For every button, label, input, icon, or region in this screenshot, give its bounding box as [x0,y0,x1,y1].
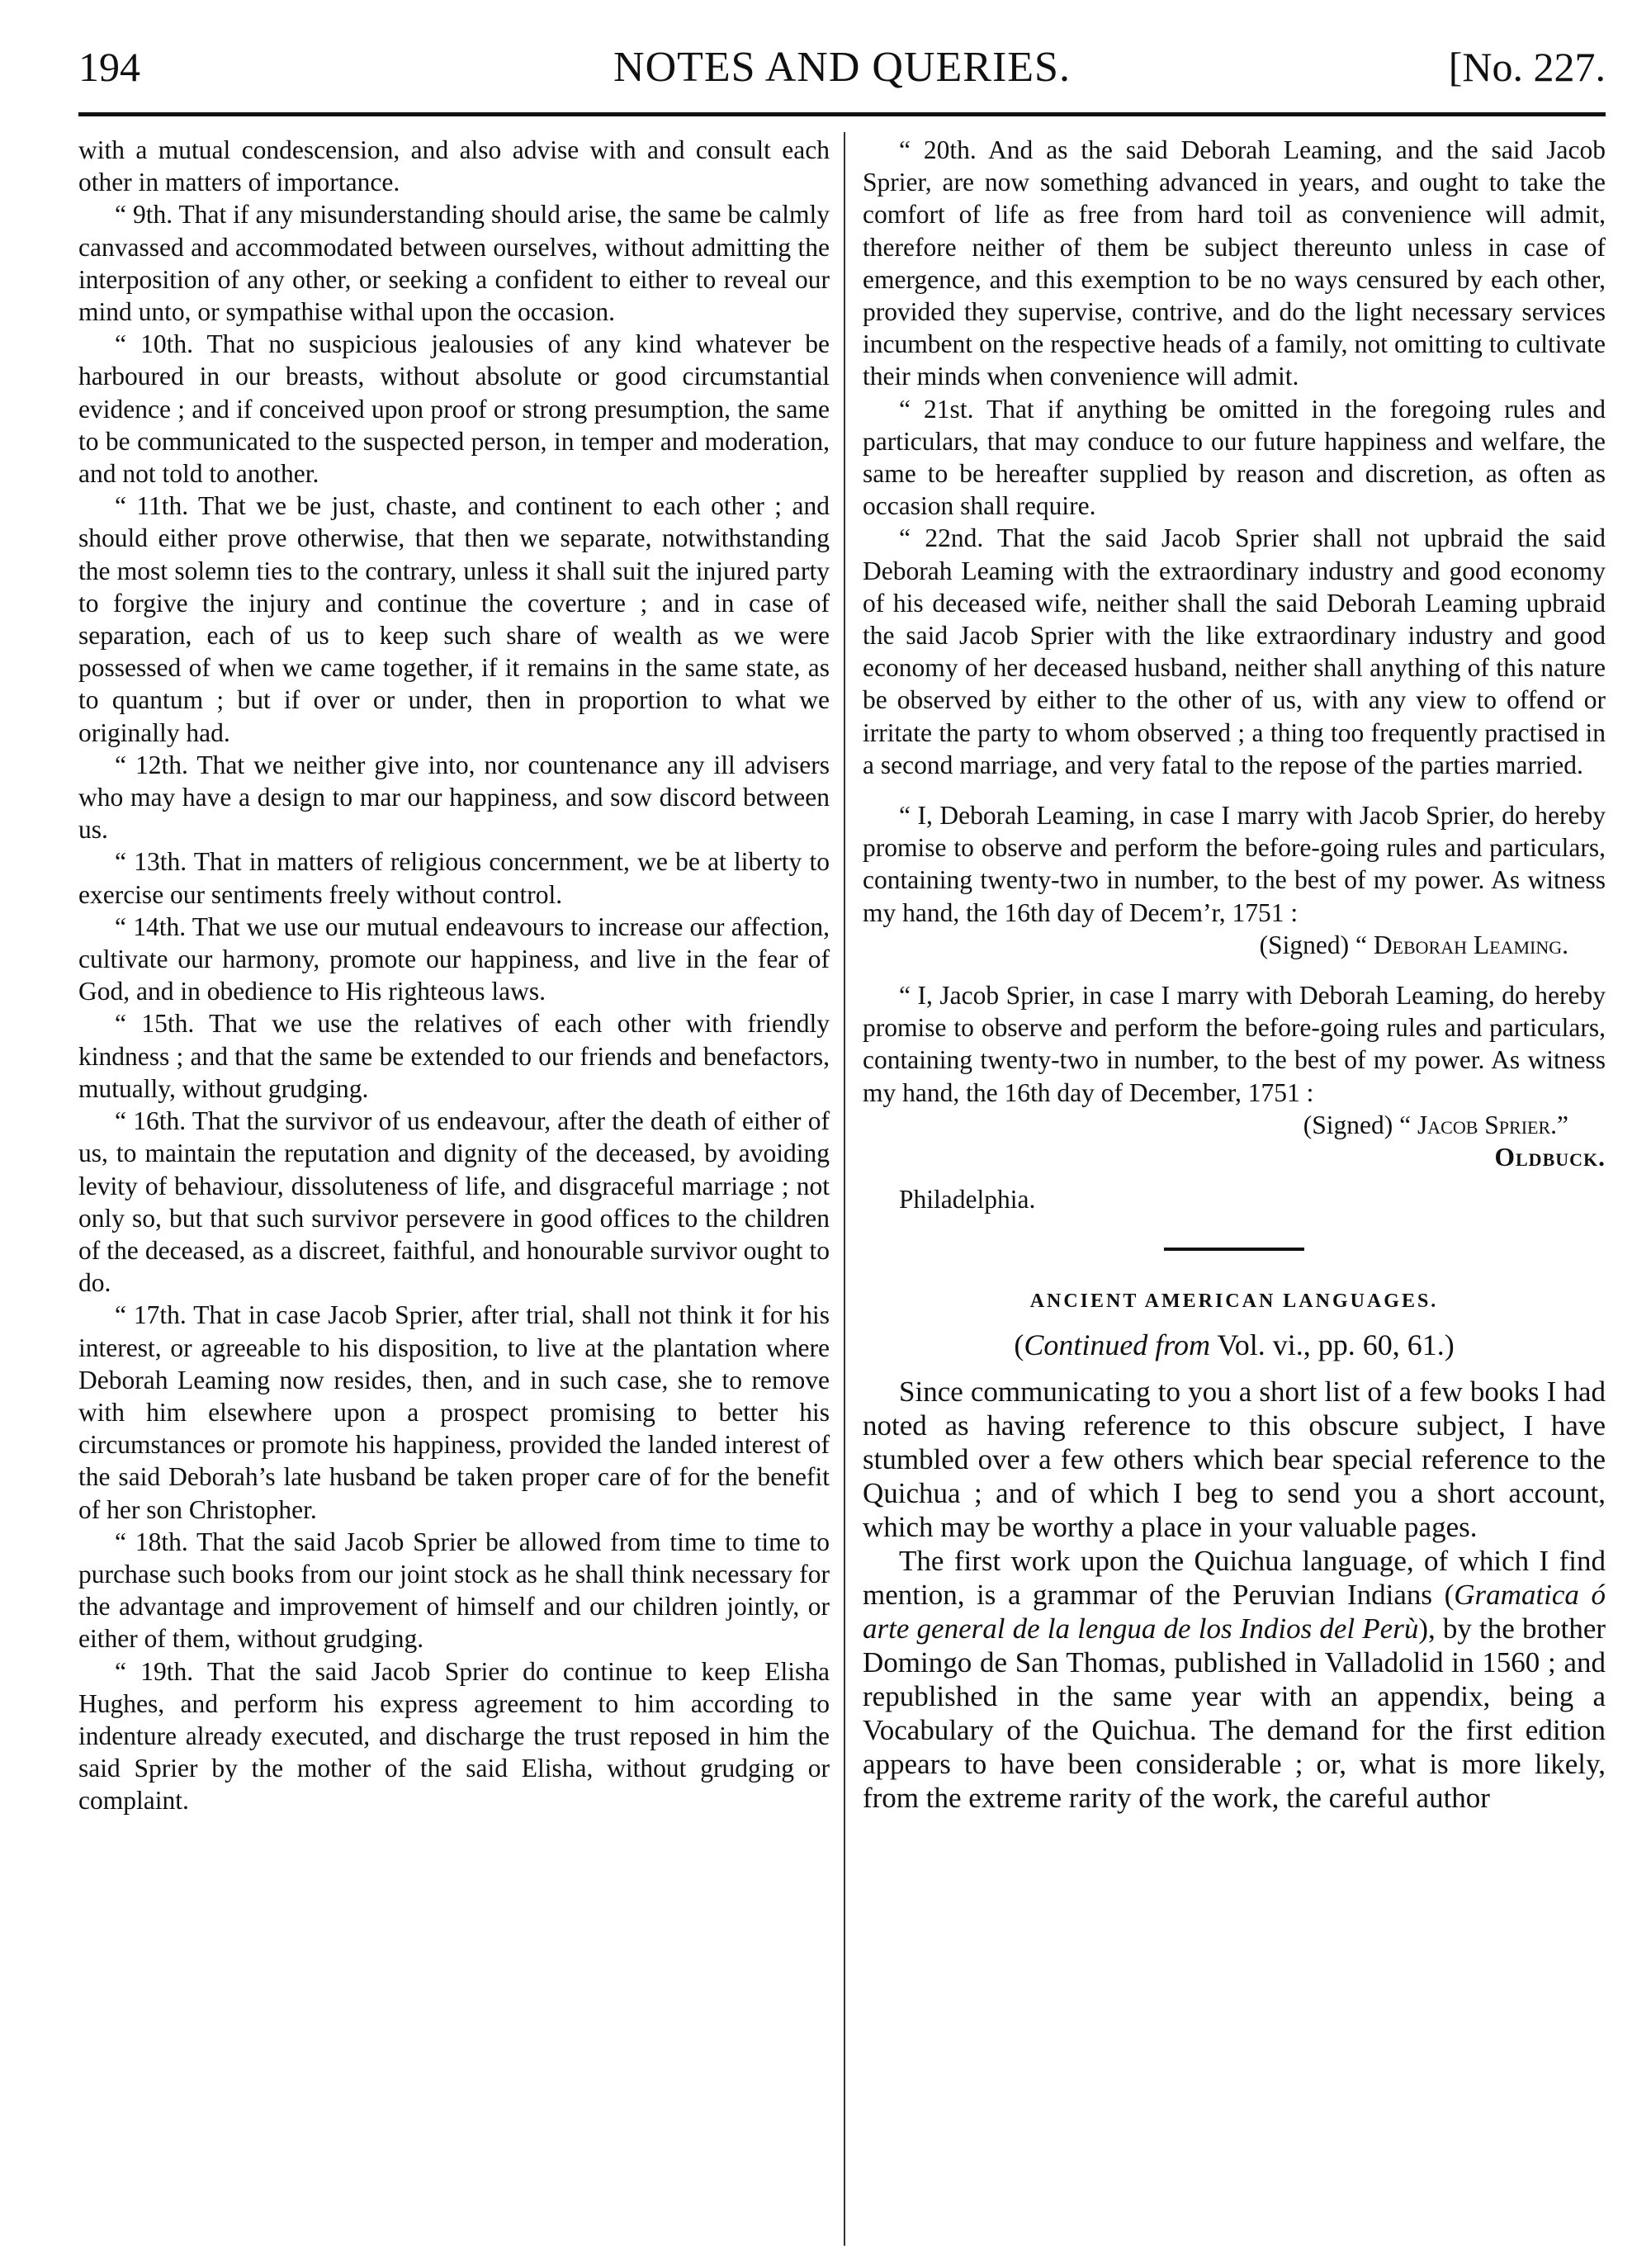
header-rule [78,112,1606,116]
journal-title: NOTES AND QUERIES. [613,44,1071,91]
article-subheading [863,1329,1606,1361]
column-divider [844,132,845,2246]
article-heading: ANCIENT AMERICAN LANGUAGES. [1029,1290,1439,1312]
rule-16: “ 16th. That the survivor of us endeavour, after the death of either of us, to maintain the reputation and dignity of the deceased, by avoiding levity of behaviour, dissoluteness of life, and disgraceful marriage ; not only so, but that such survivor persevere in good offices to the children of the deceased, as a discreet, faithful, and honourable survivor ought to do. [78,1106,830,1298]
signed-prefix: (Signed) “ [1259,930,1374,959]
paren: ( [1014,1328,1024,1361]
rule-18: “ 18th. That the said Jacob Sprier be allowed from time to time to purchase such books from our joint stock as he shall think necessary for the advantage and improvement of himself and our children jointly, or either of them, without grudging. [78,1527,830,1654]
article-paragraph-1: Since communicating to you a short list of a few books I had noted as having reference to this obscure subject, I have stumbled over a few others which bear special reference to the Quichua ; and of which I beg to send you a short account, which may be worthy a place in your valuable pages. [863,1375,1606,1543]
place-name: Philadelphia. [899,1185,1036,1214]
signature-jacob [863,1109,1568,1141]
rule-14: “ 14th. That we use our mutual endeavours to increase our affection, cultivate our harmony, promote our happiness, and live in the fear of God, and in obedience to His righteous laws. [78,911,830,1006]
rule-9: “ 9th. That if any misunderstanding should arise, the same be calmly canvassed and accommodated between ourselves, without admitting the interposition of any other, or seeking a confident to either to reveal our mind unto, or sympathise withal upon the occasion. [78,200,830,327]
rule-21: “ 21st. That if anything be omitted in the foregoing rules and particulars, that may conduce to our future happiness and welfare, the same to be hereafter supplied by reason and discretion, as often as occasion shall require. [863,394,1606,521]
left-column [78,134,830,1817]
signed-name: Jacob Sprier.” [1417,1110,1568,1139]
rule-19: “ 19th. That the said Jacob Sprier do continue to keep Elisha Hughes, and perform his express agreement to him according to indenture already executed, and discharge the trust reposed in him the said Sprier by the mother of the said Elisha, without grudging or complaint. [78,1656,830,1816]
contributor-signature: Oldbuck. [1494,1143,1606,1172]
rule-10: “ 10th. That no suspicious jealousies of any kind whatever be harboured in our breasts, without absolute or good circumstantial evidence ; and if conceived upon proof or strong presumption, the same to be communicated to the suspected person, in temper and moderation, and not told to another. [78,329,830,489]
rule-20: “ 20th. And as the said Deborah Leaming, and the said Jacob Sprier, are now something advanced in years, and ought to take the comfort of life as free from hard toil as convenience will admit, therefore neither of them be subject thereunto unless in case of emergence, and this exemption to be no ways censured by each other, provided they supervise, contrive, and do the light necessary services incumbent on the respective heads of a family, not omitting to cultivate their minds when convenience will admit. [863,135,1606,391]
signed-prefix: (Signed) “ [1303,1110,1418,1139]
rule-22: “ 22nd. That the said Jacob Sprier shall not upbraid the said Deborah Leaming with the extraordinary industry and good economy of his deceased wife, neither shall the said Deborah Leaming upbraid the said Jacob Sprier with the like extraordinary industry and good economy of her deceased husband, neither shall anything of this nature be observed by either to the other of us, with any view to offend or irritate the party to whom observed ; a thing too frequently practised in a second marriage, and very fatal to the repose of the parties married. [863,523,1606,779]
rule-11: “ 11th. That we be just, chaste, and continent to each other ; and should either prove otherwise, that then we separate, notwithstanding the most solemn ties to the contrary, unless it shall suit the injured party to forgive the injury and continue the coverture ; and in case of separation, each of us to keep such share of wealth as we were possessed of when we came together, if it remains in the same state, as to quantum ; but if over or under, then in proportion to what we originally had. [78,491,830,747]
right-column [863,134,1606,1815]
paragraph-continuation: with a mutual condescension, and also advise with and consult each other in matters of importance. [78,135,830,197]
rule-13: “ 13th. That in matters of religious concernment, we be at liberty to exercise our sentiments freely without control. [78,847,830,909]
declaration-jacob: “ I, Jacob Sprier, in case I marry with Deborah Leaming, do hereby promise to observe and perform the before-going rules and particulars, containing twenty-two in number, to the best of my power. As witness my hand, the 16th day of December, 1751 : [863,981,1606,1107]
book-title: Gramatica ó arte general de la lengua de los Indios del Perù [863,1578,1606,1645]
issue-number: [No. 227. [1448,44,1606,90]
subheading-rest: Vol. vi., pp. 60, 61.) [1209,1328,1455,1361]
declaration-deborah: “ I, Deborah Leaming, in case I marry with Jacob Sprier, do hereby promise to observe and perform the before-going rules and particulars, containing twenty-two in number, to the best of my power. As witness my hand, the 16th day of Decem’r, 1751 : [863,801,1606,927]
rule-17: “ 17th. That in case Jacob Sprier, after trial, shall not think it for his interest, or agreeable to his disposition, to live at the plantation where Deborah Leaming now resides, then, and in such case, she to remove with him elsewhere upon a prospect promising to better his circumstances or promote his happiness, provided the landed interest of the said Deborah’s late husband be taken proper care of for the benefit of her son Christopher. [78,1300,830,1524]
page-number: 194 [78,44,140,90]
section-divider [1164,1248,1304,1251]
rule-15: “ 15th. That we use the relatives of each other with friendly kindness ; and that the same be extended to our friends and benefactors, mutually, without grudging. [78,1009,830,1103]
signature-deborah [863,929,1568,961]
paragraph-text: The first work upon the Quichua language, of which I find mention, is a grammar of the Peruvian Indians ( [863,1544,1606,1611]
paragraph-text: ), by the brother Domingo de San Thomas, published in Valladolid in 1560 ; and republished in the same year with an appendix, being a Vocabulary of the Quichua. The demand for the first edition appears to have been considerable ; or, what is more likely, from the extreme rarity of the work, the careful author [863,1612,1606,1814]
rule-12: “ 12th. That we neither give into, nor countenance any ill advisers who may have a design to mar our happiness, and sow discord between us. [78,750,830,845]
subheading-italic: Continued from [1024,1328,1210,1361]
article-paragraph-2 [863,1544,1606,1815]
signed-name: Deborah Leaming. [1373,930,1568,959]
page-header [78,43,1606,109]
